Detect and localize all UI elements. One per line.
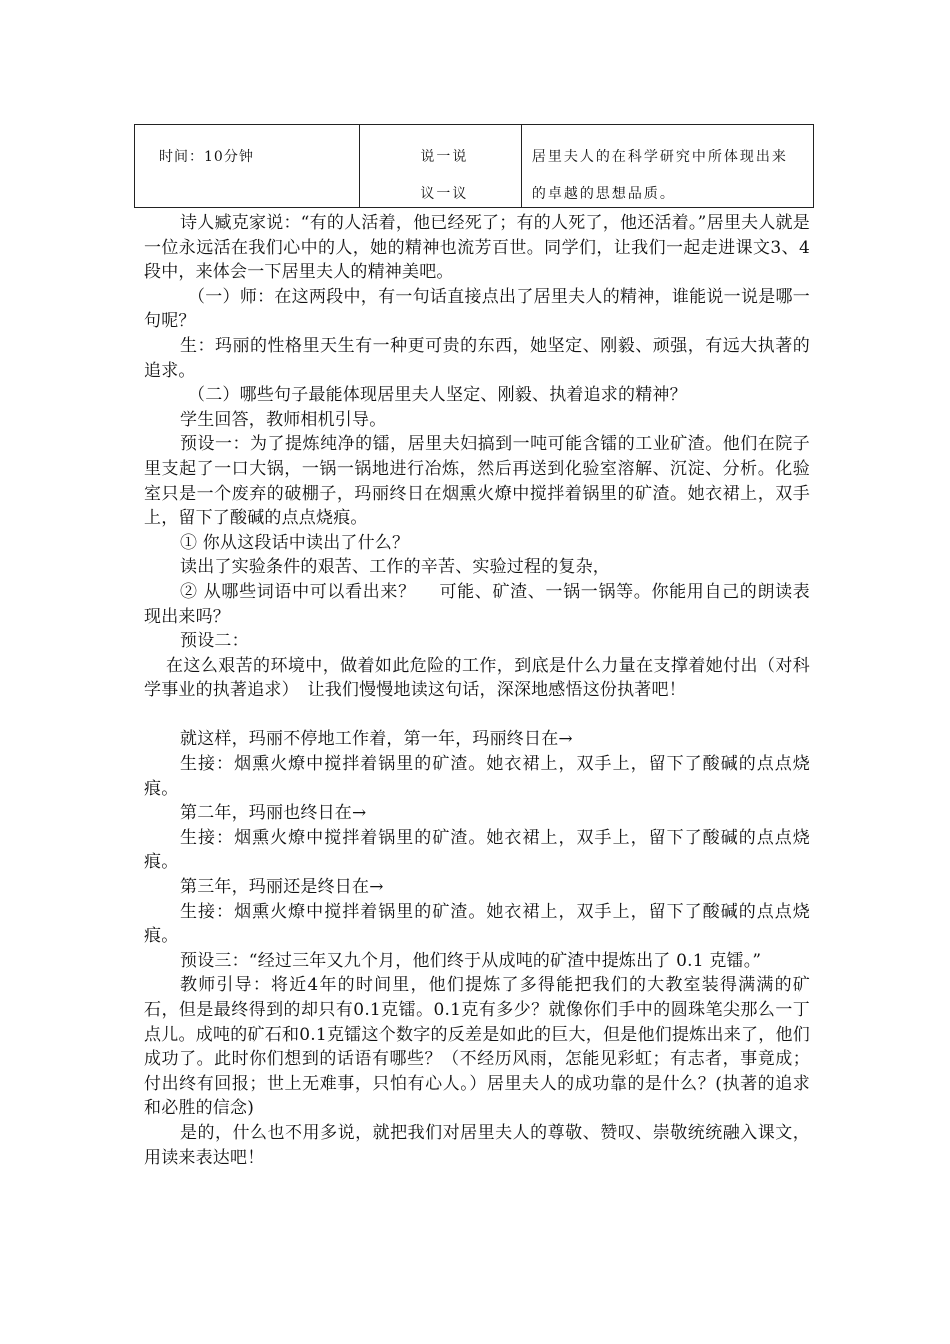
table-cell-time [135, 125, 360, 207]
paragraph-year-3: 第三年，玛丽还是终日在→ [180, 877, 384, 898]
paragraph-answer-1: 生：玛丽的性格里天生有一种更可贵的东西，她坚定、刚毅、顽强，有远大执著的追求。 [144, 335, 810, 381]
content-line-1: 居里夫人的在科学研究中所体现出来 [531, 149, 788, 165]
activity-line-2: 议一议 [420, 186, 469, 202]
paragraph-preset-3: 预设三：“经过三年又九个月，他们终于从成吨的矿渣中提炼出了 0.1 克镭。” [180, 950, 762, 971]
paragraph-question-1: （一）师：在这两段中，有一句话直接点出了居里夫人的精神，谁能说一说是哪一句呢？ [144, 286, 810, 332]
paragraph-student-reply-2: 生接：烟熏火燎中搅拌着锅里的矿渣。她衣裙上，双手上，留下了酸碱的点点烧痕。 [144, 827, 810, 873]
paragraph-year-1: 就这样，玛丽不停地工作着，第一年，玛丽终日在→ [180, 729, 573, 750]
paragraph-question-2: （二）哪些句子最能体现居里夫人坚定、刚毅、执着追求的精神？ [188, 385, 687, 406]
paragraph-preset-2: 在这么艰苦的环境中，做着如此危险的工作，到底是什么力量在支撑着她付出（对科学事业的执著追求） 让我们慢慢地读这句话，深深地感悟这份执著吧！ [144, 655, 810, 701]
paragraph-intro: 诗人臧克家说：“有的人活着，他已经死了；有的人死了，他还活着。”居里夫人就是一位永远活在我们心中的人，她的精神也流芳百世。同学们，让我们一起走进课文3、4段中，来体会一下居里夫人的精神美吧。 [144, 213, 810, 283]
paragraph-student-answer: 学生回答，教师相机引导。 [180, 409, 387, 430]
paragraph-preset-2-heading: 预设二： [180, 631, 249, 652]
blank-line [144, 703, 810, 728]
paragraph-student-reply-1: 生接：烟熏火燎中搅拌着锅里的矿渣。她衣裙上，双手上，留下了酸碱的点点烧痕。 [144, 754, 810, 799]
paragraph-student-reply-3: 生接：烟熏火燎中搅拌着锅里的矿渣。她衣裙上，双手上，留下了酸碱的点点烧痕。 [144, 901, 810, 947]
time-label: 时间：10分钟 [159, 149, 254, 165]
paragraph-sub-question-2: ② 从哪些词语中可以看出来？ 可能、矿渣、一锅一锅等。你能用自己的朗读表现出来吗？ [144, 581, 810, 627]
paragraph-conclusion: 是的，什么也不用多说，就把我们对居里夫人的尊敬、赞叹、崇敬统统融入课文，用读来表达吧！ [144, 1122, 810, 1168]
lesson-body-text [144, 211, 810, 1170]
activity-line-1: 说一说 [420, 149, 469, 165]
lesson-plan-table [134, 124, 814, 208]
content-line-2: 的卓越的思想品质。 [531, 186, 676, 202]
paragraph-year-2: 第二年，玛丽也终日在→ [180, 803, 367, 824]
paragraph-sub-question-1: ① 你从这段话中读出了什么？ [180, 532, 410, 553]
table-cell-activity [360, 125, 522, 207]
table-cell-content [522, 125, 813, 207]
paragraph-sub-answer-1: 读出了实验条件的艰苦、工作的辛苦、实验过程的复杂， [180, 557, 610, 578]
paragraph-teacher-guide: 教师引导：将近4年的时间里，他们提炼了多得能把我们的大教室装得满满的矿石，但是最终得到的却只有0.1克镭。0.1克有多少？就像你们手中的圆珠笔尖那么一丁点儿。成吨的矿石和0.1克镭这个数字的反差是如此的巨大，但是他们提炼出来了，他们成功了。此时你们想到的话语有哪些？（不经历风雨，怎能见彩虹；有志者，事竟成；付出终有回报；世上无难事，只怕有心人。）居里夫人的成功靠的是什么？(执著的追求和必胜的信念) [144, 975, 810, 1119]
paragraph-preset-1: 预设一：为了提炼纯净的镭，居里夫妇搞到一吨可能含镭的工业矿渣。他们在院子里支起了一口大锅，一锅一锅地进行冶炼，然后再送到化验室溶解、沉淀、分析。化验室只是一个废弃的破棚子，玛丽终日在烟熏火燎中搅拌着锅里的矿渣。她衣裙上，双手上，留下了酸碱的点点烧痕。 [144, 434, 810, 529]
